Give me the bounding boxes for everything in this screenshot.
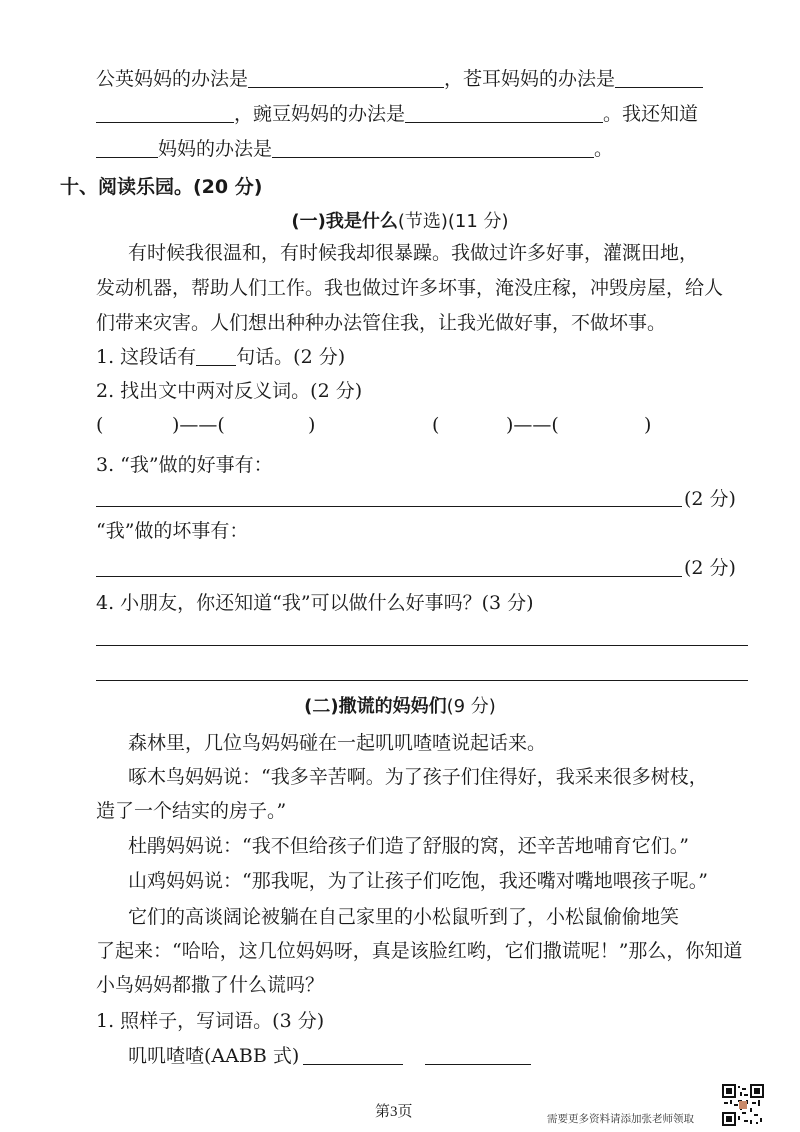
- part1-question-3: 3. “我”做的好事有：: [96, 454, 273, 476]
- part1-question-4: 4. 小朋友，你还知道“我”可以做什么好事吗？(3 分): [96, 592, 534, 614]
- paren-dash: )——(: [172, 414, 225, 436]
- line1-text-b: ，苍耳妈妈的办法是: [444, 68, 616, 90]
- answer-blank[interactable]: [96, 102, 234, 123]
- line2-text-a: ，豌豆妈妈的办法是: [234, 103, 406, 125]
- part1-heading: [0, 207, 800, 233]
- section10-title: 十、阅读乐园。(20 分): [60, 176, 263, 198]
- section9-line3: [96, 136, 613, 162]
- part2-paragraph-line: 杜鹃妈妈说：“我不但给孩子们造了舒服的窝，还辛苦地哺育它们。”: [128, 835, 689, 857]
- paren-dash: )——(: [506, 414, 559, 436]
- part2-question-1: 1. 照样子，写词语。(3 分): [96, 1010, 325, 1032]
- part1-paragraph-line: 发动机器，帮助人们工作。我也做过许多坏事，淹没庄稼，冲毁房屋，给人: [96, 277, 724, 299]
- q1-text-b: 句话。(2 分): [236, 346, 346, 368]
- answer-line[interactable]: [96, 576, 682, 577]
- line1-text-a: 公英妈妈的办法是: [96, 68, 249, 90]
- part2-question-1-example: [128, 1043, 531, 1069]
- part2-heading-score: (9 分): [446, 696, 496, 717]
- answer-blank[interactable]: [96, 137, 158, 158]
- score-label: (2 分): [684, 488, 736, 510]
- score-label: (2 分): [684, 557, 736, 579]
- answer-blank[interactable]: [425, 1044, 531, 1065]
- part1-question-3b: “我”做的坏事有：: [96, 520, 249, 542]
- line3-text-a: 妈妈的办法是: [158, 138, 273, 160]
- part1-heading-score: (11 分): [447, 211, 509, 232]
- answer-blank[interactable]: [405, 102, 603, 123]
- answer-blank[interactable]: [272, 137, 594, 158]
- q1-text-a: 1. 这段话有: [96, 346, 197, 368]
- part2-paragraph-line: 啄木鸟妈妈说：“我多辛苦啊。为了孩子们住得好，我采来很多树枝，: [128, 766, 708, 788]
- line3-text-b: 。: [594, 138, 614, 160]
- line2-text-b: 。我还知道: [603, 103, 699, 125]
- answer-line[interactable]: [96, 645, 748, 646]
- part1-question-1: [96, 344, 345, 370]
- part1-heading-note: (节选): [397, 211, 448, 232]
- example-word: 叽叽喳喳(AABB 式): [128, 1045, 300, 1067]
- paren-open: (: [96, 414, 104, 436]
- answer-blank[interactable]: [248, 67, 444, 88]
- part1-question-2: 2. 找出文中两对反义词。(2 分): [96, 380, 363, 402]
- answer-blank[interactable]: [196, 345, 236, 366]
- answer-blank[interactable]: [303, 1044, 403, 1065]
- part1-heading-main: (一)我是什么: [291, 211, 398, 232]
- part2-heading-main: (二)撒谎的妈妈们: [304, 696, 447, 717]
- page-number: 第3页: [375, 1104, 413, 1120]
- part2-paragraph-line: 它们的高谈阔论被躺在自己家里的小松鼠听到了，小松鼠偷偷地笑: [128, 906, 680, 928]
- part2-paragraph-line: 山鸡妈妈说：“那我呢，为了让孩子们吃饱，我还嘴对嘴地喂孩子呢。”: [128, 870, 708, 892]
- paren-close: ): [644, 414, 652, 436]
- answer-blank[interactable]: [615, 67, 703, 88]
- paren-close: ): [308, 414, 316, 436]
- footer-note: 需要更多资料请添加张老师领取: [547, 1113, 694, 1125]
- part2-paragraph-line: 森林里，几位鸟妈妈碰在一起叽叽喳喳说起话来。: [128, 732, 547, 754]
- part2-paragraph-line: 了起来：“哈哈，这几位妈妈呀，真是该脸红哟，它们撒谎呢！”那么，你知道: [96, 940, 743, 962]
- section9-line1: [96, 66, 703, 92]
- answer-line[interactable]: [96, 506, 682, 507]
- part2-heading: [0, 692, 800, 718]
- part1-paragraph-line: 有时候我很温和，有时候我却很暴躁。我做过许多好事，灌溉田地，: [128, 242, 699, 264]
- answer-line[interactable]: [96, 680, 748, 681]
- part1-paragraph-line: 们带来灾害。人们想出种种办法管住我，让我光做好事，不做坏事。: [96, 312, 667, 334]
- paren-open: (: [432, 414, 440, 436]
- qr-code-icon: [722, 1084, 764, 1126]
- part2-paragraph-line: 小鸟妈妈都撒了什么谎吗？: [96, 974, 325, 996]
- section9-line2: [96, 101, 698, 127]
- part2-paragraph-line: 造了一个结实的房子。”: [96, 800, 287, 822]
